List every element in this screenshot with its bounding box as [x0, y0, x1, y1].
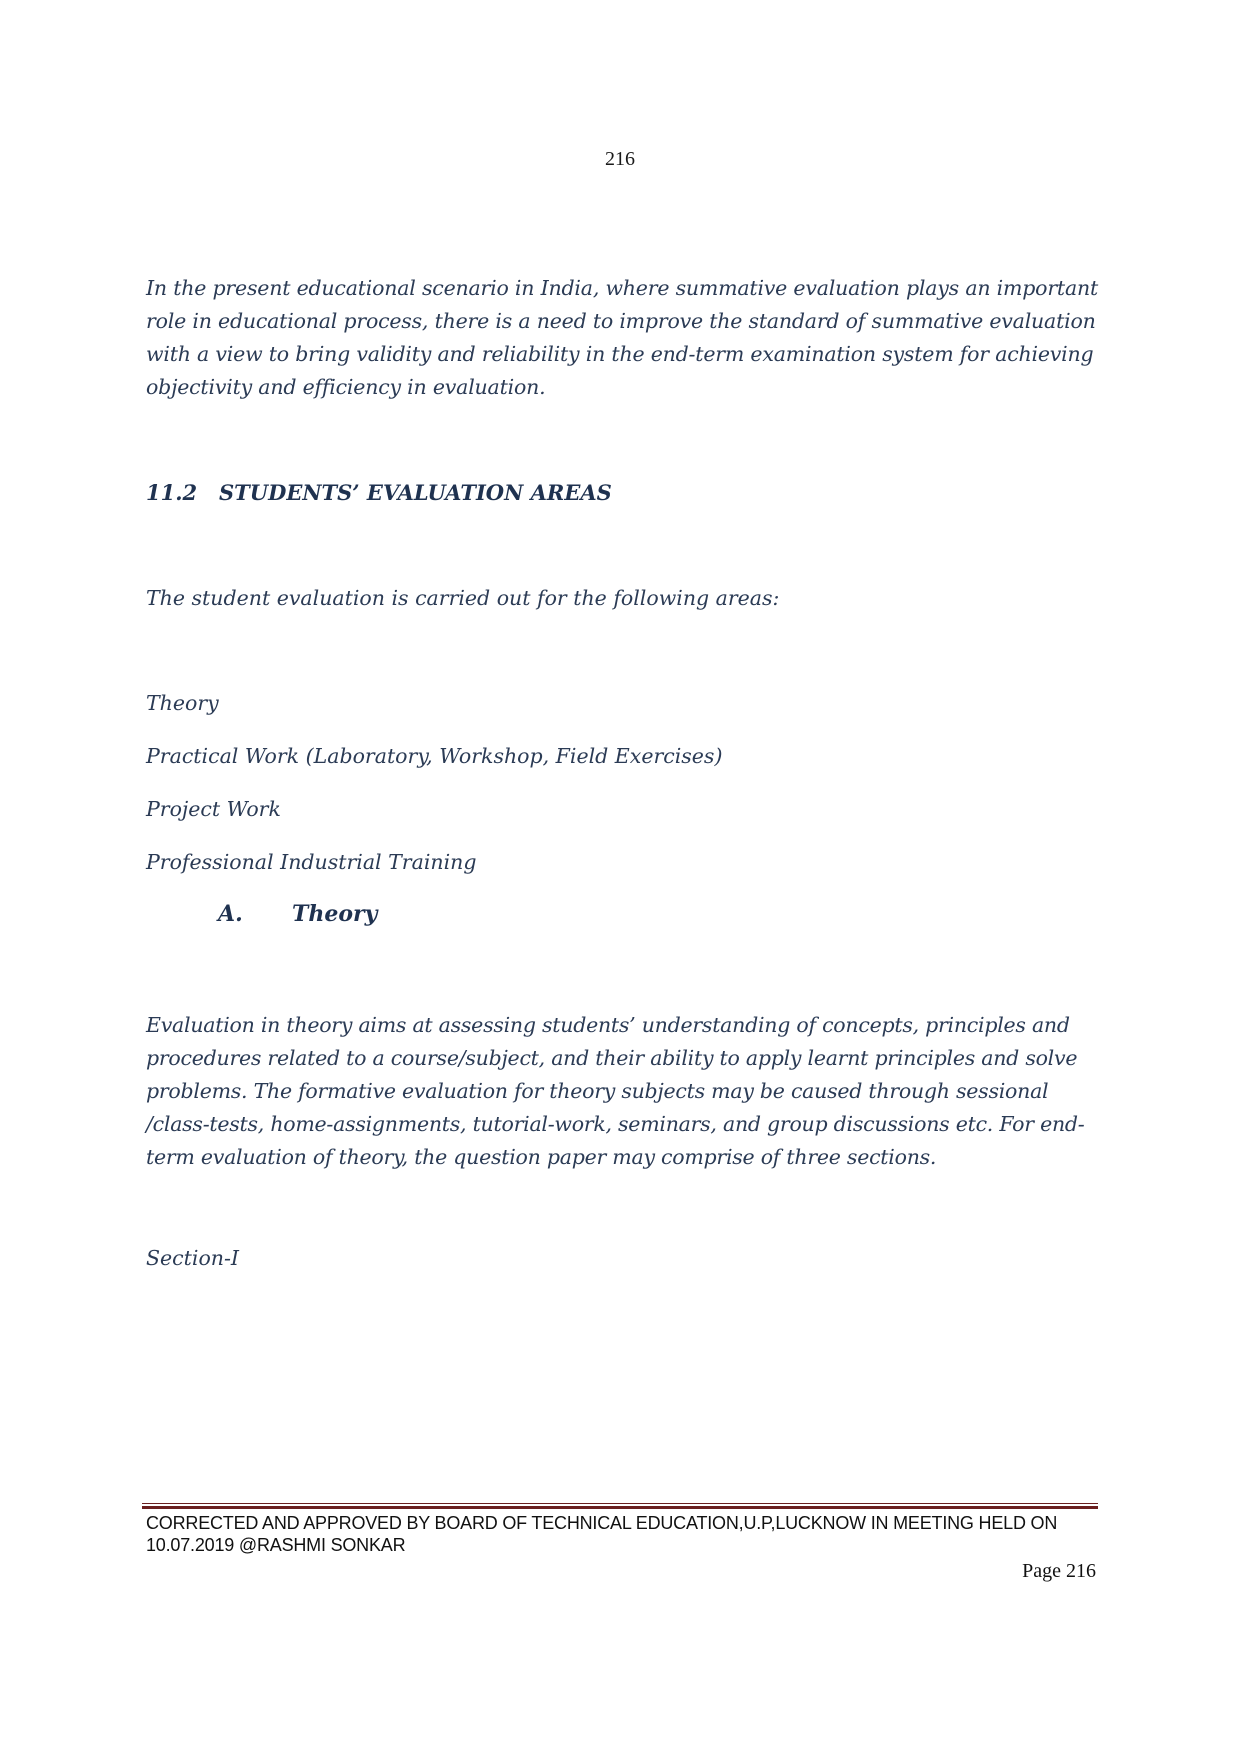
section-heading — [146, 480, 612, 505]
section-lead: The student evaluation is carried out for the following areas: — [146, 586, 780, 610]
theory-line: problems. The formative evaluation for theory subjects may be caused through sessional — [146, 1079, 1049, 1103]
intro-line: role in educational process, there is a need to improve the standard of summative evaluation — [146, 309, 1096, 333]
footer-divider-thick — [142, 1506, 1098, 1509]
intro-paragraph — [146, 272, 1106, 404]
footer-approval-note — [146, 1512, 1106, 1556]
footer-line-2: 10.07.2019 @RASHMI SONKAR — [146, 1535, 406, 1555]
theory-paragraph — [146, 1009, 1106, 1174]
page-number-top: 216 — [605, 148, 635, 170]
area-item-practical: Practical Work (Laboratory, Workshop, Field Exercises) — [146, 744, 723, 768]
theory-line: term evaluation of theory, the question paper may comprise of three sections. — [146, 1145, 937, 1169]
subsection-title: Theory — [292, 901, 378, 927]
footer-divider — [142, 1503, 1098, 1509]
theory-line: Evaluation in theory aims at assessing students’ understanding of concepts, principles and — [146, 1013, 1070, 1037]
subsection-heading — [218, 901, 377, 927]
intro-line: In the present educational scenario in India, where summative evaluation plays an important — [146, 276, 1099, 300]
area-item-training: Professional Industrial Training — [146, 850, 477, 874]
footer-page-number: Page 216 — [1022, 1560, 1096, 1582]
intro-line: objectivity and efficiency in evaluation. — [146, 375, 546, 399]
footer-divider-thin — [142, 1503, 1098, 1504]
area-item-project: Project Work — [146, 797, 281, 821]
footer-line-1: CORRECTED AND APPROVED BY BOARD OF TECHNICAL EDUCATION,U.P,LUCKNOW IN MEETING HELD ON — [146, 1513, 1058, 1533]
area-item-theory: Theory — [146, 691, 219, 715]
subsection-letter: A. — [218, 901, 243, 927]
section-title: STUDENTS’ EVALUATION AREAS — [219, 480, 612, 505]
theory-line: /class-tests, home-assignments, tutorial-work, seminars, and group discussions etc. For end- — [146, 1112, 1085, 1136]
section-number: 11.2 — [146, 480, 198, 505]
intro-line: with a view to bring validity and reliability in the end-term examination system for achieving — [146, 342, 1094, 366]
theory-line: procedures related to a course/subject, and their ability to apply learnt principles and solve — [146, 1046, 1078, 1070]
section-i-label: Section-I — [146, 1246, 240, 1270]
